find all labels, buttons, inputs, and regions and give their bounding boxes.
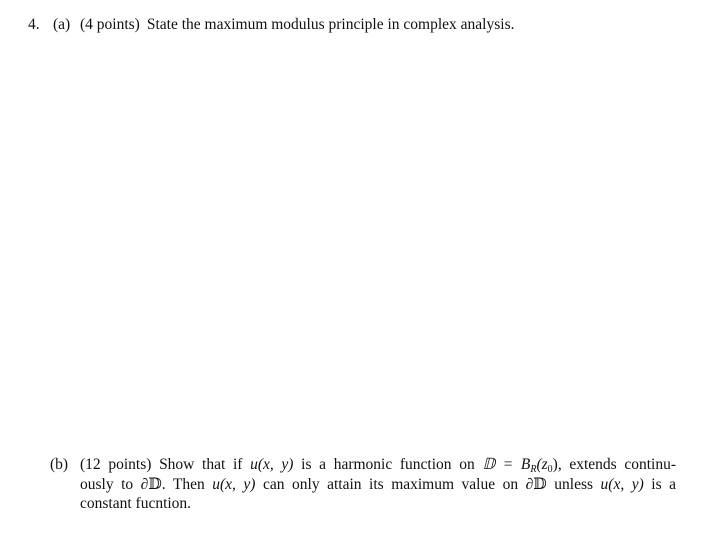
part-b-line-2: ously to ∂𝔻. Then u(x, y) can only attain its maximum value on ∂𝔻 unless u(x, y) is a [80, 475, 677, 493]
part-a-points: (4 points) [80, 16, 140, 33]
function-u: u(x, y) [212, 475, 256, 493]
part-a-text: State the maximum modulus principle in complex analysis. [146, 16, 515, 33]
function-u: u(x, y) [600, 475, 644, 493]
part-b-line-3: constant fucntion. [80, 495, 192, 512]
part-b-label: (b) [50, 456, 69, 473]
domain-equation: 𝔻 = $B_R(z_0)$, extends continu- [482, 456, 677, 475]
part-b-line-1: (12 points) Show that if u(x, y) is a harmonic function on 𝔻 = $B_R(z_0)$, extends continu- [80, 456, 677, 475]
part-b-text [80, 455, 676, 514]
part-b-points: (12 points) [80, 456, 152, 473]
problem-4-part-a [28, 15, 514, 34]
part-a-label: (a) [53, 16, 71, 33]
function-u: u(x, y) [250, 456, 294, 473]
problem-number: 4. [28, 16, 40, 33]
